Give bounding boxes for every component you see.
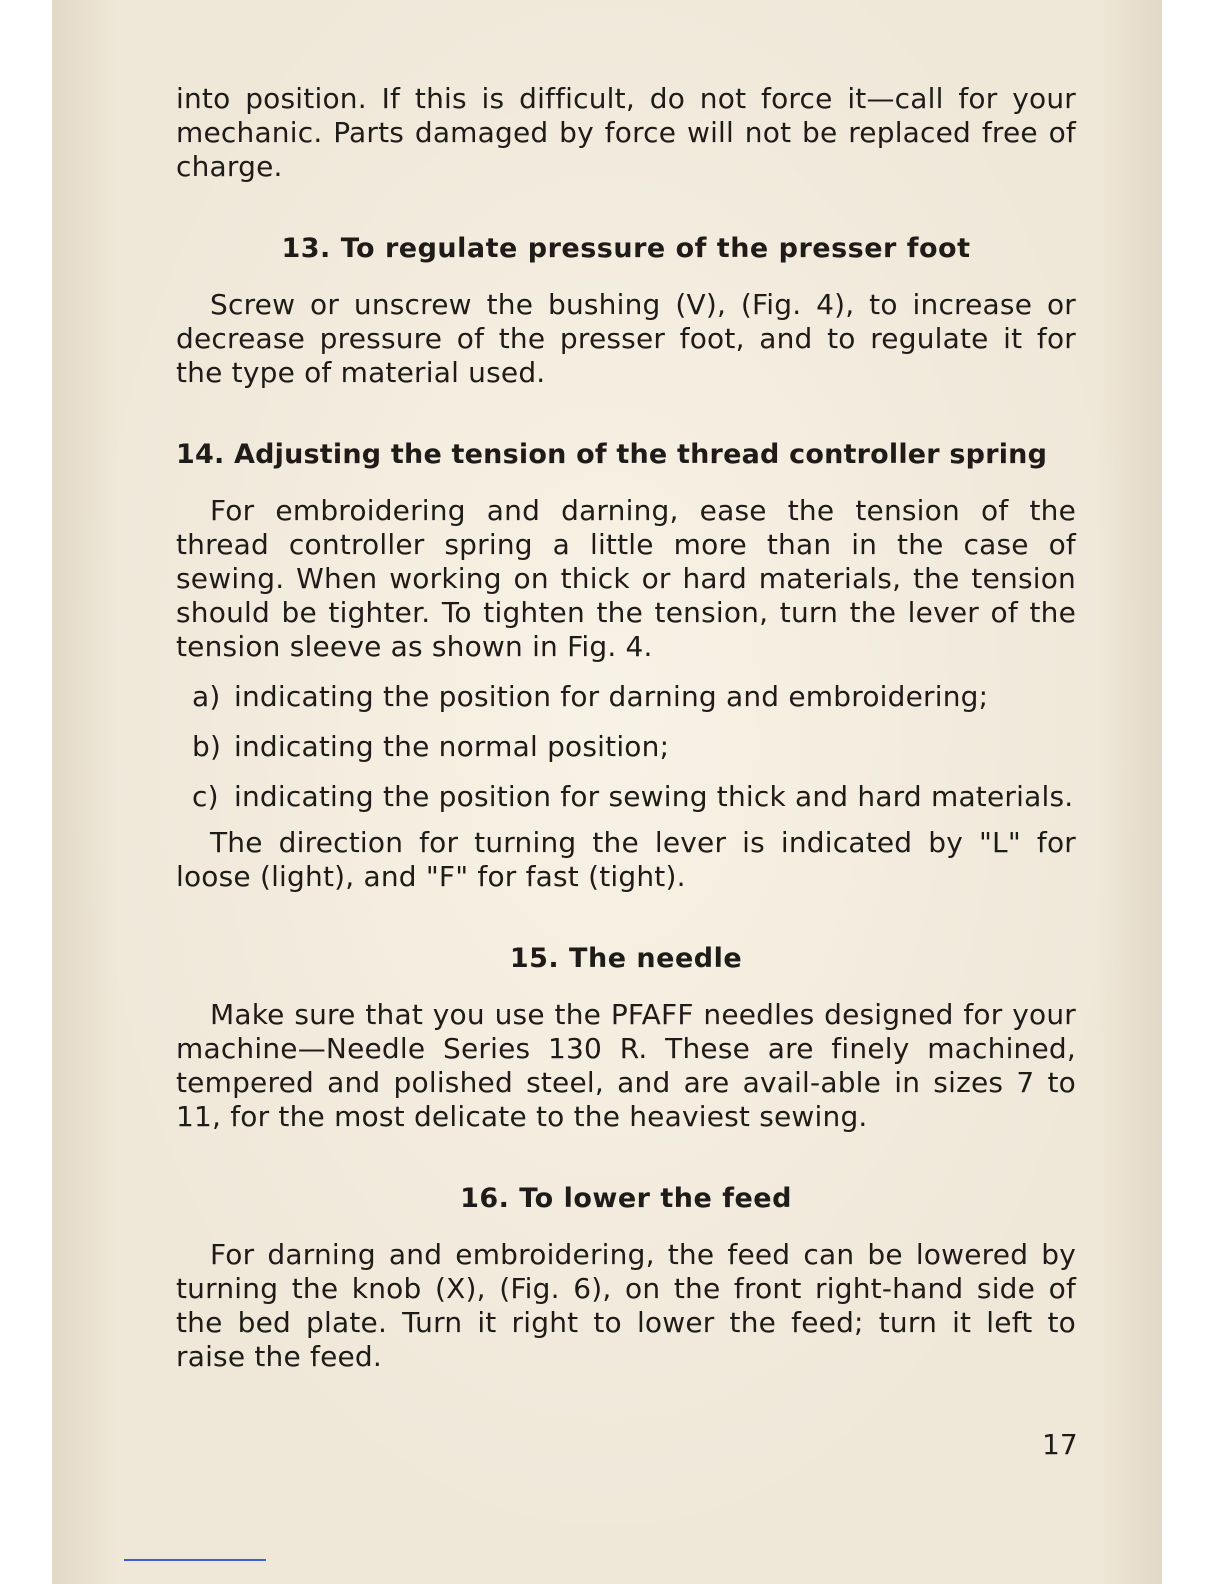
section-15-body: Make sure that you use the PFAFF needles designed for your machine—Needle Series 130 R. These are finely machined, tempered and polished steel, and are avail-able in sizes 7 to 11, for the most delicate to the heaviest sewing. [176, 998, 1076, 1133]
link-underline [124, 1559, 266, 1561]
section-14-heading: 14. Adjusting the tension of the thread controller spring [176, 439, 1048, 470]
list-marker: a) [192, 680, 221, 713]
list-item [192, 780, 1076, 814]
manual-page [52, 0, 1162, 1584]
page-number: 17 [1042, 1428, 1078, 1461]
tension-position-list [176, 680, 1076, 814]
section-14-note: The direction for turning the lever is indicated by "L" for loose (light), and "F" for fast (tight). [176, 826, 1076, 893]
list-marker: b) [192, 730, 222, 763]
section-16-body: For darning and embroidering, the feed can be lowered by turning the knob (X), (Fig. 6), on the front right-hand side of the bed plate. Turn it right to lower the feed; turn it left to raise the feed. [176, 1238, 1076, 1373]
list-text: indicating the position for darning and embroidering; [234, 680, 989, 713]
section-16-heading: 16. To lower the feed [460, 1183, 792, 1214]
list-text: indicating the position for sewing thick and hard materials. [234, 780, 1074, 813]
page-content [176, 82, 1076, 1374]
list-item [192, 730, 1076, 764]
section-13-body: Screw or unscrew the bushing (V), (Fig. 4), to increase or decrease pressure of the presser foot, and to regulate it for the type of material used. [176, 288, 1076, 389]
section-15-heading: 15. The needle [509, 943, 743, 974]
list-marker: c) [192, 780, 219, 813]
intro-paragraph: into position. If this is difficult, do not force it—call for your mechanic. Parts damaged by force will not be replaced free of charge. [176, 82, 1076, 183]
list-item [192, 680, 1076, 714]
list-text: indicating the normal position; [234, 730, 670, 763]
section-13-heading: 13. To regulate pressure of the presser foot [281, 233, 971, 264]
section-14-body: For embroidering and darning, ease the tension of the thread controller spring a little more than in the case of sewing. When working on thick or hard materials, the tension should be tighter. To tighten the tension, turn the lever of the tension sleeve as shown in Fig. 4. [176, 494, 1076, 663]
